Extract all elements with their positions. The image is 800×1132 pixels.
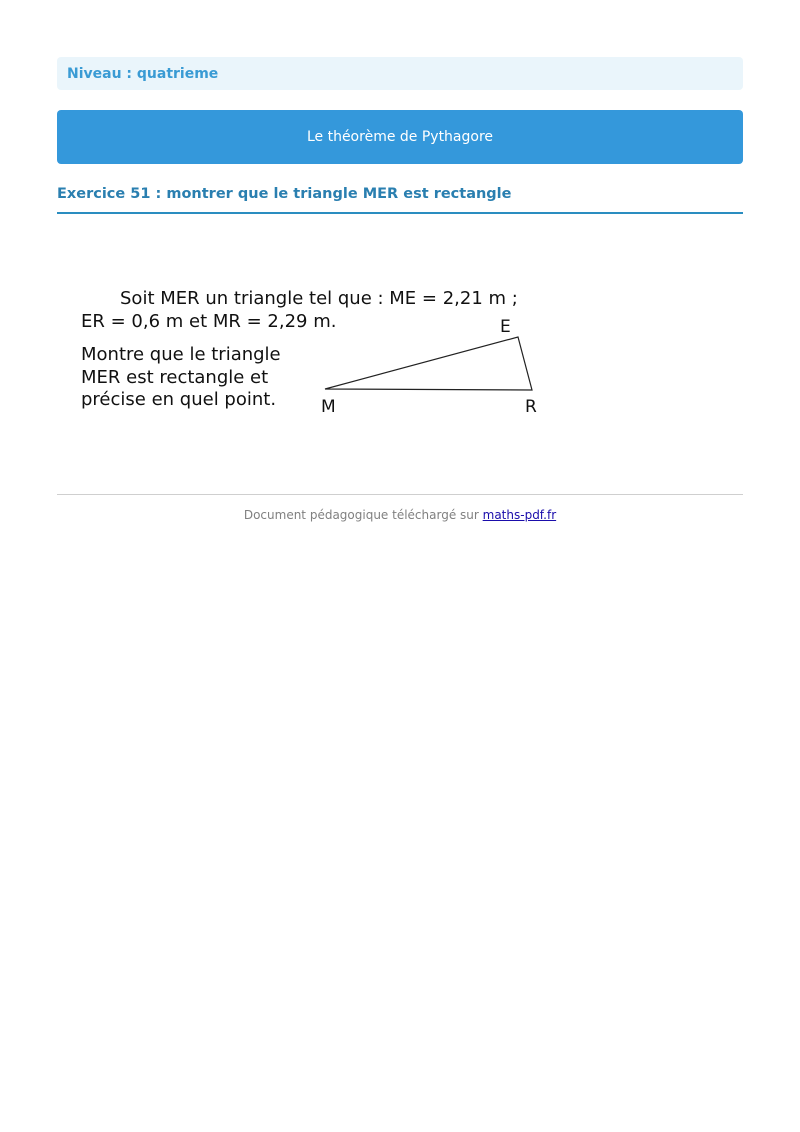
statement-line-4: MER est rectangle et: [81, 367, 269, 388]
statement-line-1: Soit MER un triangle tel que : ME = 2,21 m ;: [120, 288, 518, 309]
statement-line-5: précise en quel point.: [81, 389, 277, 410]
lesson-banner: Le théorème de Pythagore: [57, 110, 743, 164]
exercise-title: Exercice 51 : montrer que le triangle MER est rectangle: [57, 186, 743, 214]
footer-divider: [57, 494, 743, 495]
footer-link[interactable]: maths-pdf.fr: [482, 508, 557, 522]
exercise-figure: [75, 280, 555, 420]
vertex-label-m: M: [321, 397, 336, 417]
exercise-figure-svg: [75, 280, 555, 420]
vertex-label-e: E: [500, 317, 511, 337]
footer: [57, 508, 743, 522]
level-label: Niveau : quatrieme: [67, 66, 219, 82]
vertex-label-r: R: [525, 397, 537, 417]
footer-text: Document pédagogique téléchargé sur: [243, 508, 483, 522]
statement-line-2: ER = 0,6 m et MR = 2,29 m.: [81, 311, 337, 332]
level-box: [57, 57, 743, 90]
statement-line-3: Montre que le triangle: [81, 344, 281, 365]
triangle-mer: [325, 337, 532, 390]
